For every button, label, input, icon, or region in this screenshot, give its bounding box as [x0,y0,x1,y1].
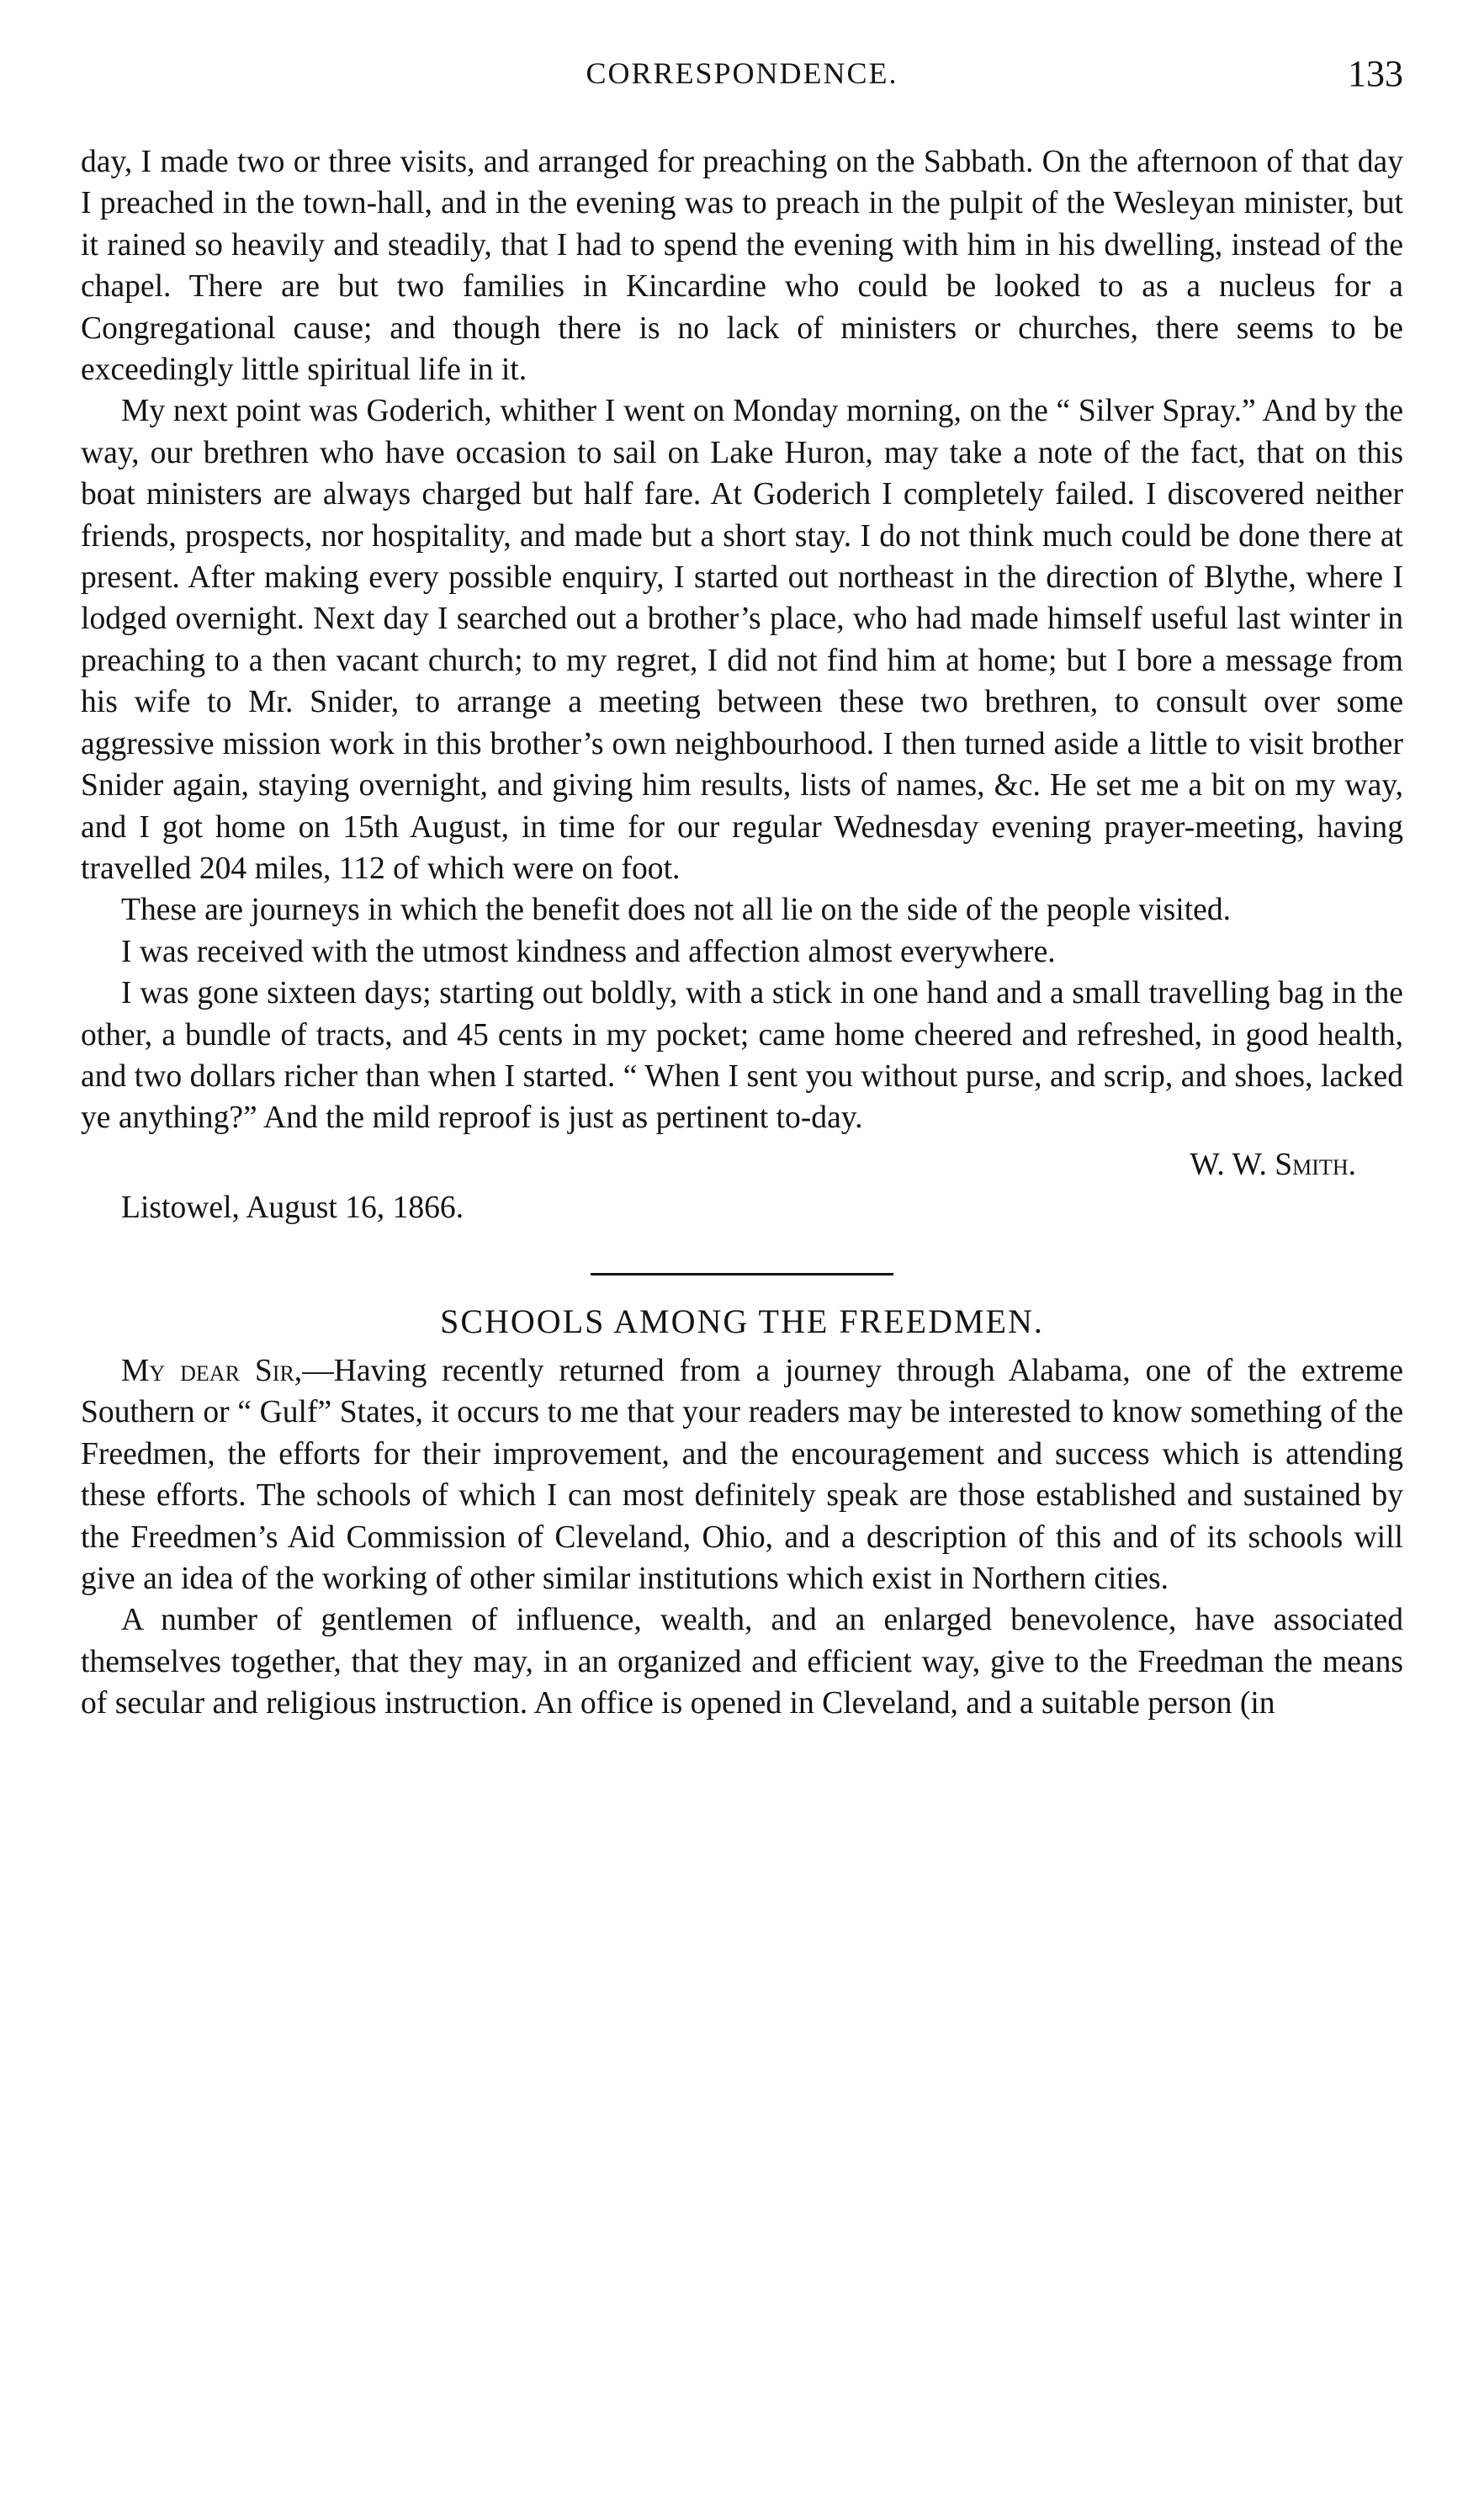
article-paragraph: A number of gentlemen of influence, wealth, and an enlarged benevolence, have associated themselves together, that they may, in an organized and efficient way, give to the Freedman the means of secular and religious instruction. An office is opened in Cleveland, and a suitable person (in [81,1603,1403,1721]
article-title: SCHOOLS AMONG THE FREEDMEN. [440,1302,1044,1340]
letter-paragraph: I was gone sixteen days; starting out boldly, with a stick in one hand and a small travelling bag in the other, a bundle of tracts, and 45 cents in my pocket; came home cheered and refreshed, in good health, and two dollars richer than when I started. “ When I sent you without purse, and scrip, and shoes, lacked ye anything?” And the mild reproof is just as pertinent to-day. [81,976,1403,1136]
letter-signature: W. W. Smith. [1190,1147,1356,1182]
article-paragraph [81,1350,1403,1599]
page-body [81,141,1403,1725]
letter [81,141,1403,1229]
letter-dateline: Listowel, August 16, 1866. [121,1191,464,1226]
letter-paragraph: These are journeys in which the benefit does not all lie on the side of the people visited. [121,893,1232,928]
article [81,1301,1403,1725]
article-salutation: My dear Sir, [121,1353,303,1388]
running-title: CORRESPONDENCE. [586,56,898,90]
letter-paragraph: day, I made two or three visits, and arranged for preaching on the Sabbath. On the afternoon of that day I preached in the town-hall, and in the evening was to preach in the pulpit of the Wesleyan minister, but it rained so heavily and steadily, that I had to spend the evening with him in his dwelling, instead of the chapel. There are but two families in Kincardine who could be looked to as a nucleus for a Congregational cause; and though there is no lack of ministers or churches, there seems to be exceedingly little spiritual life in it. [81,145,1403,388]
article-paragraph-text: —Having recently returned from a journey through Alabama, one of the extreme Southern or “ Gulf” States, it occurs to me that your readers may be interested to know something of the Freedmen, the efforts for their improvement, and the encouragement and success which is attending these efforts. The schools of which I can most definitely speak are those established and sustained by the Freedmen’s Aid Commission of Cleveland, Ohio, and a description of this and of its schools will give an idea of the working of other similar institutions which exist in Northern cities. [81,1353,1403,1596]
page-number: 133 [1348,53,1403,94]
section-divider [591,1273,893,1275]
letter-paragraph: I was received with the utmost kindness and affection almost everywhere. [121,934,1056,969]
page-header [81,52,1403,111]
letter-paragraph: My next point was Goderich, whither I went on Monday morning, on the “ Silver Spray.” And by the way, our brethren who have occasion to sail on Lake Huron, may take a note of the fact, that on this boat ministers are always charged but half fare. At Goderich I completely failed. I discovered neither friends, prospects, nor hospitality, and made but a short stay. I do not think much could be done there at present. After making every possible enquiry, I started out northeast in the direction of Blythe, where I lodged overnight. Next day I searched out a brother’s place, who had made himself useful last winter in preaching to a then vacant church; to my regret, I did not find him at home; but I bore a message from his wife to Mr. Snider, to arrange a meeting between these two brethren, to consult over some aggressive mission work in this brother’s own neighbourhood. I then turned aside a little to visit brother Snider again, staying overnight, and giving him results, lists of names, &c. He set me a bit on my way, and I got home on 15th August, in time for our regular Wednesday evening prayer-meeting, having travelled 204 miles, 112 of which were on foot. [81,394,1403,886]
